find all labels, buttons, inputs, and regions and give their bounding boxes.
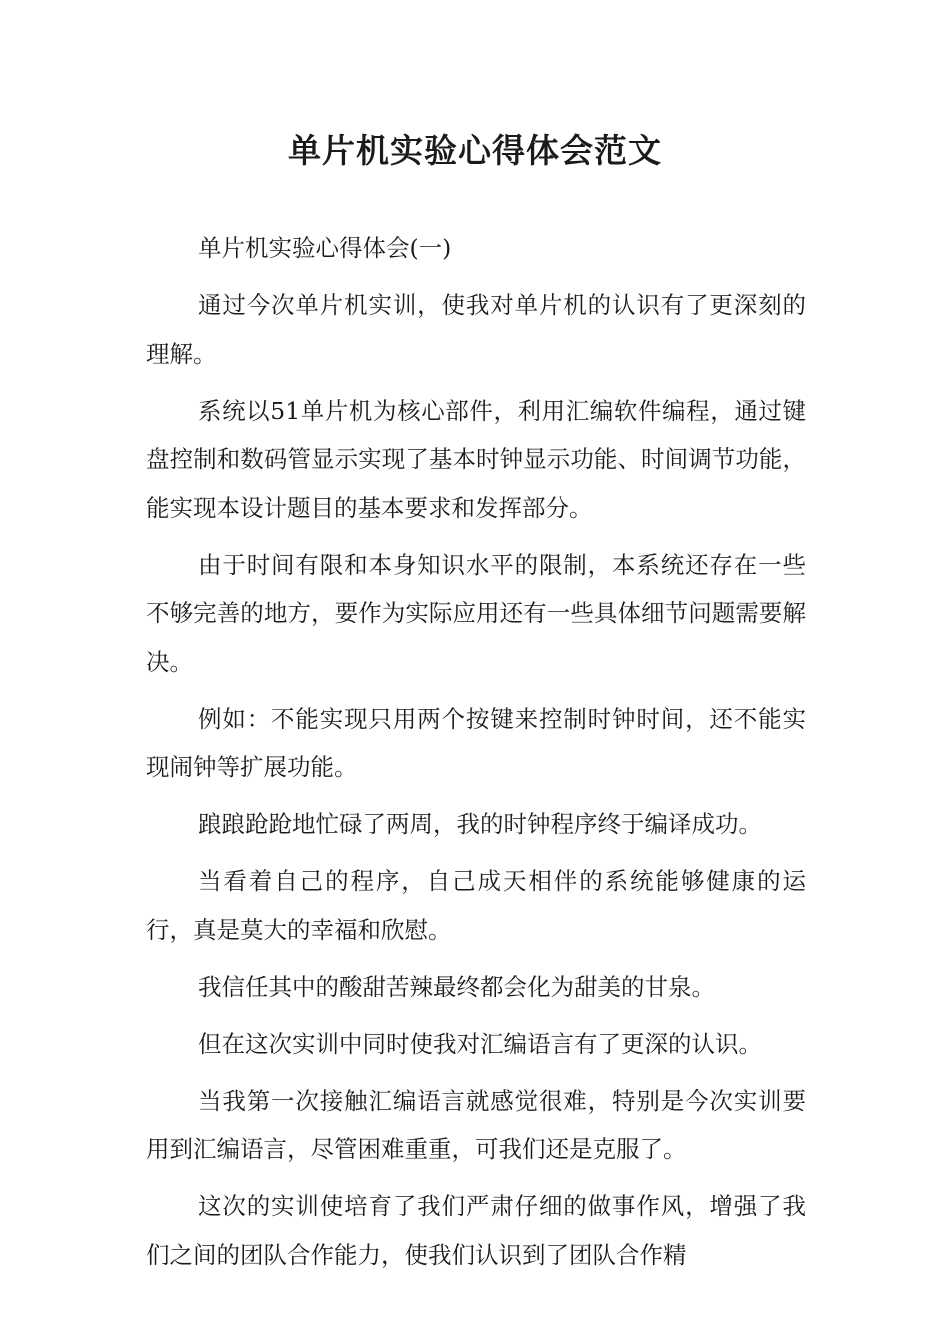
paragraph: 当我第一次接触汇编语言就感觉很难，特别是今次实训要用到汇编语言，尽管困难重重，可我们还是克服了。 [146,1086,806,1163]
document-body [146,224,806,1288]
paragraph: 系统以51单片机为核心部件，利用汇编软件编程，通过键盘控制和数码管显示实现了基本时钟显示功能、时间调节功能，能实现本设计题目的基本要求和发挥部分。 [146,396,806,522]
document-title: 单片机实验心得体会范文 [288,131,662,170]
paragraph: 例如：不能实现只用两个按键来控制时钟时间，还不能实现闹钟等扩展功能。 [146,704,806,781]
paragraph: 通过今次单片机实训，使我对单片机的认识有了更深刻的理解。 [146,291,806,368]
paragraph: 由于时间有限和本身知识水平的限制，本系统还存在一些不够完善的地方，要作为实际应用还有一些具体细节问题需要解决。 [146,550,806,676]
paragraph: 我信任其中的酸甜苦辣最终都会化为甜美的甘泉。 [198,972,715,1001]
paragraph: 踉踉跄跄地忙碌了两周，我的时钟程序终于编译成功。 [198,810,762,838]
paragraph: 当看着自己的程序，自己成天相伴的系统能够健康的运行，真是莫大的幸福和欣慰。 [146,867,806,944]
paragraph-subtitle: 单片机实验心得体会(一) [198,234,452,262]
paragraph: 这次的实训使培育了我们严肃仔细的做事作风，增强了我们之间的团队合作能力，使我们认识到了团队合作精 [146,1192,806,1269]
paragraph: 但在这次实训中同时使我对汇编语言有了更深的认识。 [198,1029,762,1058]
